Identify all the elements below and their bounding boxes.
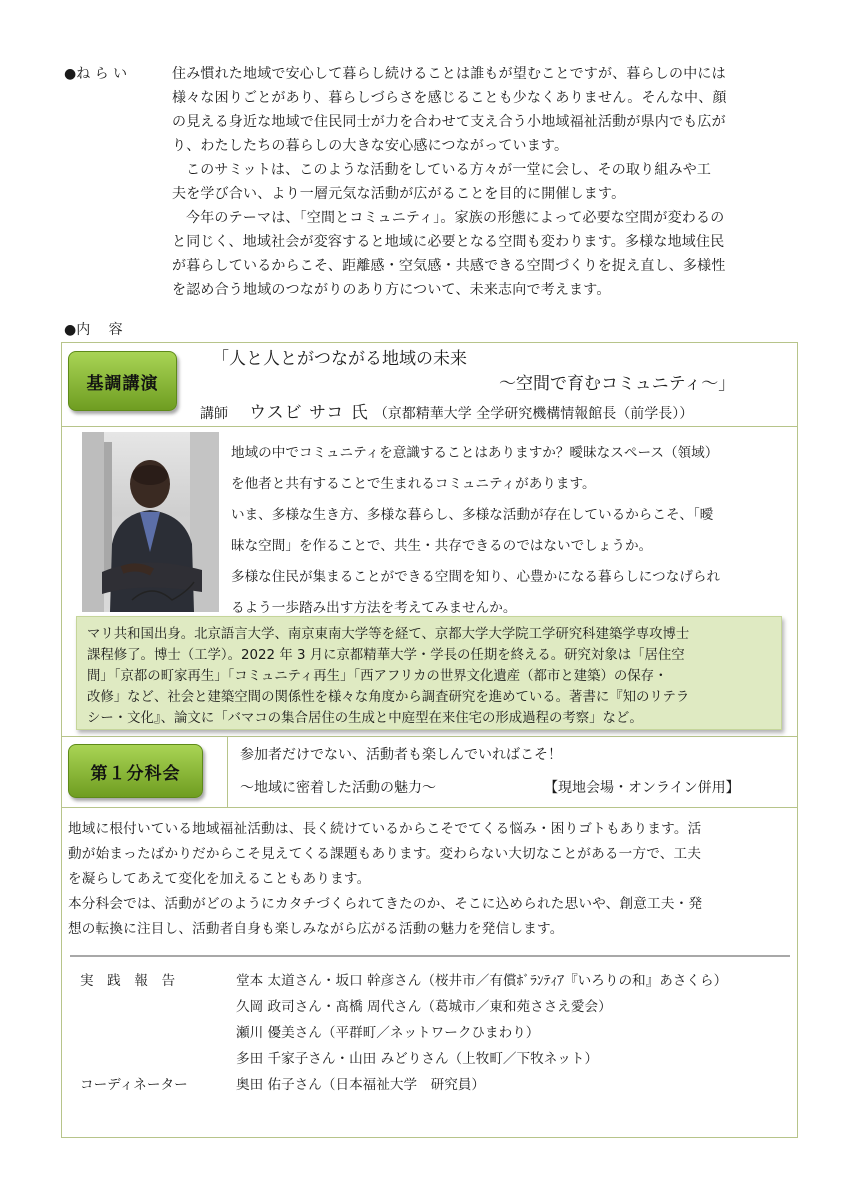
- report-item: 瀬川 優美さん（平群町／ネットワークひまわり）: [236, 1025, 540, 1041]
- report-label: 実 践 報 告: [80, 973, 176, 989]
- session1-badge: 第１分科会: [68, 744, 203, 798]
- session1-mode: 【現地会場・オンライン併用】: [544, 780, 740, 796]
- speaker-photo-svg: [82, 432, 219, 612]
- bio-line: 課程修了。博士（工学）。2022 年 3 月に京都精華大学・学長の任期を終える。研究対象は「居住空: [87, 648, 685, 663]
- separator: [70, 955, 790, 957]
- speaker-prefix: 講師: [200, 406, 228, 422]
- report-item: 堂本 太道さん・坂口 幹彦さん（桜井市／有償ﾎﾞﾗﾝﾃｨｱ『いろりの和』あさくら）: [236, 973, 728, 989]
- coordinator-label: コーディネーター: [80, 1077, 188, 1093]
- divider: [61, 807, 798, 808]
- coordinator-name: 奥田 佑子さん（日本福祉大学 研究員）: [236, 1077, 486, 1093]
- intro-line: 地域の中でコミュニティを意識することはありますか？曖昧なスペース（領域）: [231, 445, 719, 461]
- desc-line: 本分科会では、活動がどのようにカタチづくられてきたのか、そこに込められた思いや、創意工夫・発: [68, 896, 703, 912]
- divider: [227, 736, 228, 807]
- intro-line: 多様な住民が集まることができる空間を知り、心豊かになる暮らしにつなげられ: [231, 569, 721, 585]
- session1-title: 参加者だけでない、活動者も楽しんでいればこそ！: [240, 747, 562, 763]
- keynote-badge: 基調講演: [68, 351, 177, 411]
- aim-line: の見える身近な地域で住民同士が力を合わせて支え合う小地域福祉活動が県内でも広が: [172, 114, 726, 130]
- speaker-line: [200, 398, 693, 423]
- session1-subtitle: ～地域に密着した活動の魅力～: [240, 780, 436, 796]
- bio-line: シー・文化』、論文に「バマコの集合居住の生成と中庭型在来住宅の形成過程の考察」など。: [87, 711, 643, 726]
- speaker-name: ウスビ サコ 氏: [249, 403, 369, 423]
- report-item: 久岡 政司さん・髙橋 周代さん（葛城市／東和苑ささえ愛会）: [236, 999, 612, 1015]
- divider: [61, 426, 798, 427]
- divider: [61, 736, 798, 737]
- report-list: [236, 968, 727, 1098]
- aim-line: と同じく、地域社会が変容すると地域に必要となる空間も変わります。多様な地域住民: [172, 234, 725, 250]
- aim-line: 様々な困りごとがあり、暮らしづらさを感じることも少なくありません。そんな中、顔: [172, 90, 727, 106]
- aim-text: [172, 62, 727, 302]
- aim-line: 夫を学び合い、より一層元気な活動が広がることを目的に開催します。: [172, 186, 626, 202]
- bio-line: 改修」など、社会と建築空間の関係性を様々な角度から調査研究を進めている。著書に『知のリテラ: [87, 690, 690, 705]
- desc-line: 想の転換に注目し、活動者自身も楽しみながら広がる活動の魅力を発信します。: [68, 921, 564, 937]
- intro-line: 昧な空間」を作ることで、共生・共存できるのではないでしょうか。: [231, 538, 653, 554]
- aim-line: 今年のテーマは、「空間とコミュニティ」。家族の形態によって必要な空間が変わるの: [186, 210, 725, 226]
- keynote-title: 「人と人とがつながる地域の未来: [212, 349, 467, 369]
- aim-line: り、わたしたちの暮らしの大きな安心感につながっています。: [172, 138, 569, 154]
- speaker-photo: [82, 432, 219, 612]
- intro-line: るよう一歩踏み出す方法を考えてみませんか。: [231, 600, 517, 616]
- desc-line: 地域に根付いている地域福祉活動は、長く続けているからこそでてくる悩み・困りゴトもあります。活: [68, 821, 702, 837]
- aim-label: ●ね ら い: [64, 66, 128, 82]
- content-label: ●内 容: [64, 322, 123, 338]
- speaker-affiliation: （京都精華大学 全学研究機構情報館長（前学長））: [373, 406, 694, 422]
- desc-line: を凝らしてあえて変化を加えることもあります。: [68, 871, 371, 887]
- aim-line: が暮らしているからこそ、距離感・空気感・共感できる空間づくりを捉え直し、多様性: [172, 258, 726, 274]
- aim-line: 住み慣れた地域で安心して暮らし続けることは誰もが望むことですが、暮らしの中には: [172, 66, 726, 82]
- bio-line: 間」「京都の町家再生」「コミュニティ再生」「西アフリカの世界文化遺産（都市と建築）の保存・: [87, 669, 668, 684]
- speaker-bio: [76, 616, 782, 730]
- intro-line: を他者と共有することで生まれるコミュニティがあります。: [231, 476, 596, 492]
- session1-description: [68, 817, 702, 942]
- intro-line: いま、多様な生き方、多様な暮らし、多様な活動が存在しているからこそ、「曖: [231, 507, 714, 523]
- report-item: 多田 千家子さん・山田 みどりさん（上牧町／下牧ネット）: [236, 1051, 599, 1067]
- bio-line: マリ共和国出身。北京語言大学、南京東南大学等を経て、京都大学大学院工学研究科建築学専攻博士: [87, 627, 690, 642]
- aim-line: このサミットは、このような活動をしている方々が一堂に会し、その取り組みや工: [186, 162, 712, 178]
- keynote-subtitle: ～空間で育むコミュニティ～」: [499, 374, 736, 394]
- keynote-intro: [231, 438, 720, 624]
- desc-line: 動が始まったばかりだからこそ見えてくる課題もあります。変わらない大切なことがある一方で、工夫: [68, 846, 702, 862]
- aim-line: を認め合う地域のつながりのあり方について、未来志向で考えます。: [172, 282, 611, 298]
